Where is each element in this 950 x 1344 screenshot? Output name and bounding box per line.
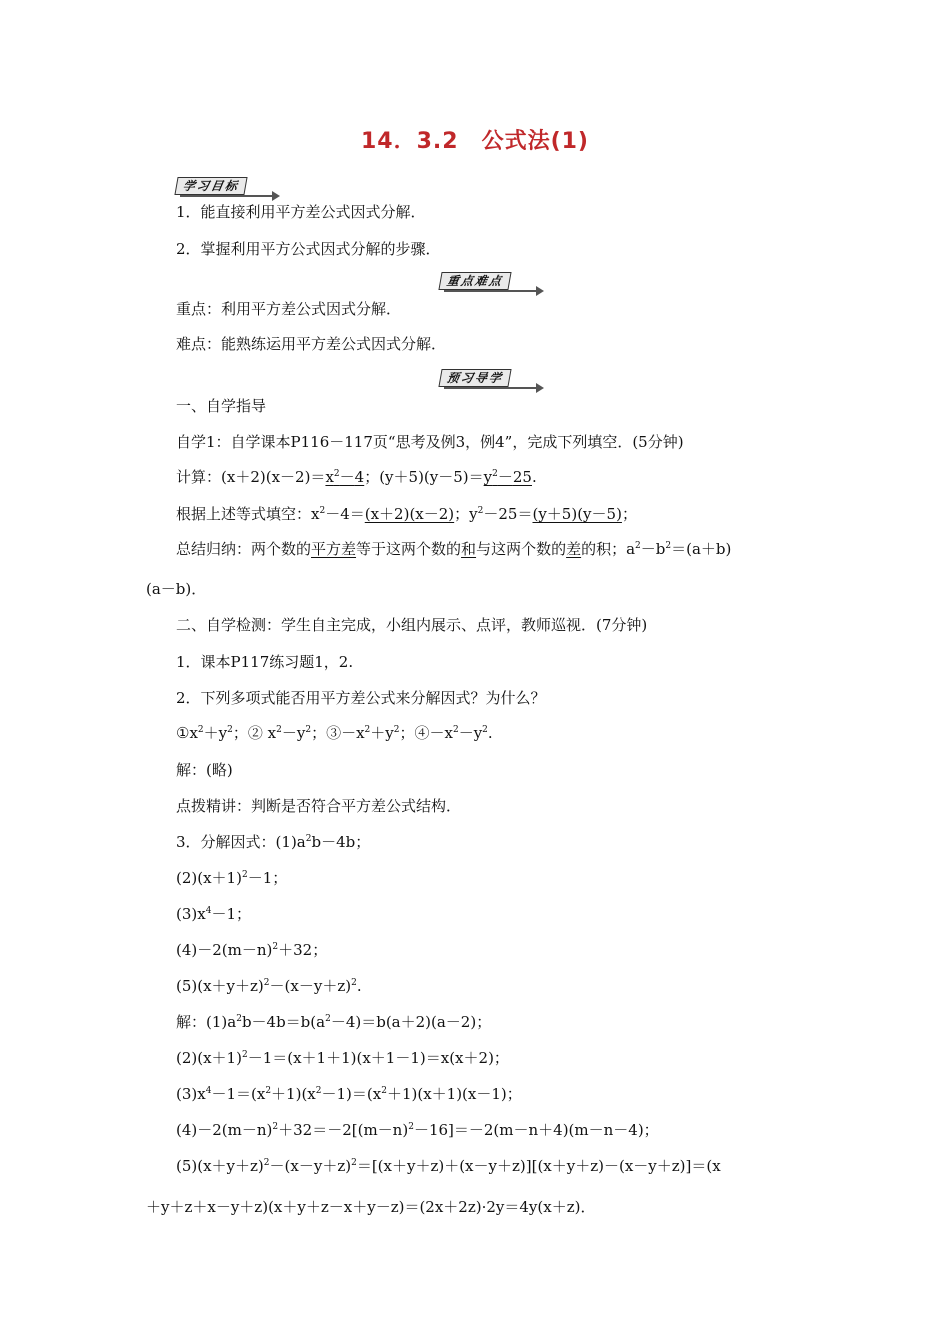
key-difficult: 难点：能熟练运用平方差公式因式分解．	[176, 335, 447, 353]
exercise-3-q3: $(3)x^4-1$；	[176, 905, 251, 923]
solution-5: $(5)(x+y+z)^2-(x-y+z)^2=[(x+y+z)+(x-y+z)][(x+y+z)-(x-y+z)]=(x$	[176, 1157, 721, 1175]
exercise-3-q4: $(4)-2(m-n)^2+32$；	[176, 941, 328, 959]
summary-blank-2: 和	[461, 540, 477, 558]
self-study-task: 自学1：自学课本P116－117页“思考及例3，例4”，完成下列填空．(5分钟)	[176, 433, 684, 451]
exercise-3: 3．分解因式：$(1)a^2b-4b$；	[176, 833, 371, 851]
keypoints-badge	[440, 271, 544, 293]
preview-badge	[440, 368, 544, 390]
goals-badge	[176, 176, 280, 198]
calc-label: 计算：	[176, 468, 222, 486]
solution-1: 解：$(1)a^2b-4b=b(a^2-4)=b(a+2)(a-2)$；	[176, 1013, 492, 1031]
page-title: 14．3.2 公式法(1)	[360, 129, 589, 154]
solution-5-cont: ＋y＋z＋x－y＋z)(x＋y＋z－x＋y－z)＝(2x＋2z)·2y＝4y(x＋z)．	[146, 1198, 596, 1216]
goals-badge-arrow-icon	[180, 195, 274, 197]
solution-brief: 解：(略)	[176, 761, 233, 779]
goals-badge-label: 学习目标	[174, 177, 247, 195]
exercise-2: 2．下列多项式能否用平方差公式来分解因式？为什么？	[176, 689, 546, 707]
tip-line: 点拨精讲：判断是否符合平方差公式结构．	[176, 797, 462, 815]
fill-answer-2: (y＋5)(y－5)	[532, 505, 622, 523]
goal-1: 1．能直接利用平方差公式因式分解．	[176, 203, 426, 221]
exercise-3-q5: $(5)(x+y+z)^2-(x-y+z)^2$.	[176, 977, 362, 995]
exercise-2-options: $①x^2+y^2$；② $x^2-y^2$；$③-x^2+y^2$；$④-x^2-y^2$.	[176, 724, 493, 742]
preview-badge-arrow-icon	[444, 387, 538, 389]
calc-answer-1: $x^2-4$	[325, 468, 365, 486]
preview-badge-label: 预习导学	[438, 369, 511, 387]
summary-blank-1: 平方差	[311, 540, 357, 558]
goal-2: 2．掌握利用平方公式因式分解的步骤．	[176, 240, 441, 258]
calc-line: 计算：$(x+2)(x-2)=x^2-4$；$(y+5)(y-5)=y^2-25$.	[176, 468, 537, 486]
calc-expr-2: ；(y＋5)(y－5)＝	[364, 468, 484, 486]
section1-heading: 一、自学指导	[176, 397, 267, 415]
section2-heading: 二、自学检测：学生自主完成，小组内展示、点评，教师巡视．(7分钟)	[176, 616, 648, 634]
solution-3: $(3)x^4-1=(x^2+1)(x^2-1)=(x^2+1)(x+1)(x-1)$；	[176, 1085, 522, 1103]
keypoints-badge-arrow-icon	[444, 290, 538, 292]
solution-2: $(2)(x+1)^2-1=(x+1+1)(x+1-1)=x(x+2)$；	[176, 1049, 509, 1067]
fill-answer-1: (x＋2)(x－2)	[364, 505, 455, 523]
keypoints-badge-label: 重点难点	[438, 272, 511, 290]
exercise-1: 1．课本P117练习题1，2.	[176, 653, 354, 671]
calc-answer-2: $y^2-25$	[483, 468, 532, 486]
solution-4: $(4)-2(m-n)^2+32=-2[(m-n)^2-16]=-2(m-n+4)(m-n-4)$；	[176, 1121, 659, 1139]
summary-blank-3: 差	[566, 540, 582, 558]
calc-expr-1: (x＋2)(x－2)＝	[221, 468, 326, 486]
summary-cont: (a－b)．	[146, 580, 207, 598]
summary-line: 总结归纳：两个数的平方差等于这两个数的和与这两个数的差的积；$a^2-b^2=(a+b)$	[176, 540, 732, 558]
exercise-3-q2: $(2)(x+1)^2-1$；	[176, 869, 288, 887]
key-important: 重点：利用平方差公式因式分解．	[176, 300, 402, 318]
fill-line: 根据上述等式填空：$x^2-4=(x+2)(x-2)$；$y^2-25=(y+5)(y-5)$；	[176, 505, 637, 523]
